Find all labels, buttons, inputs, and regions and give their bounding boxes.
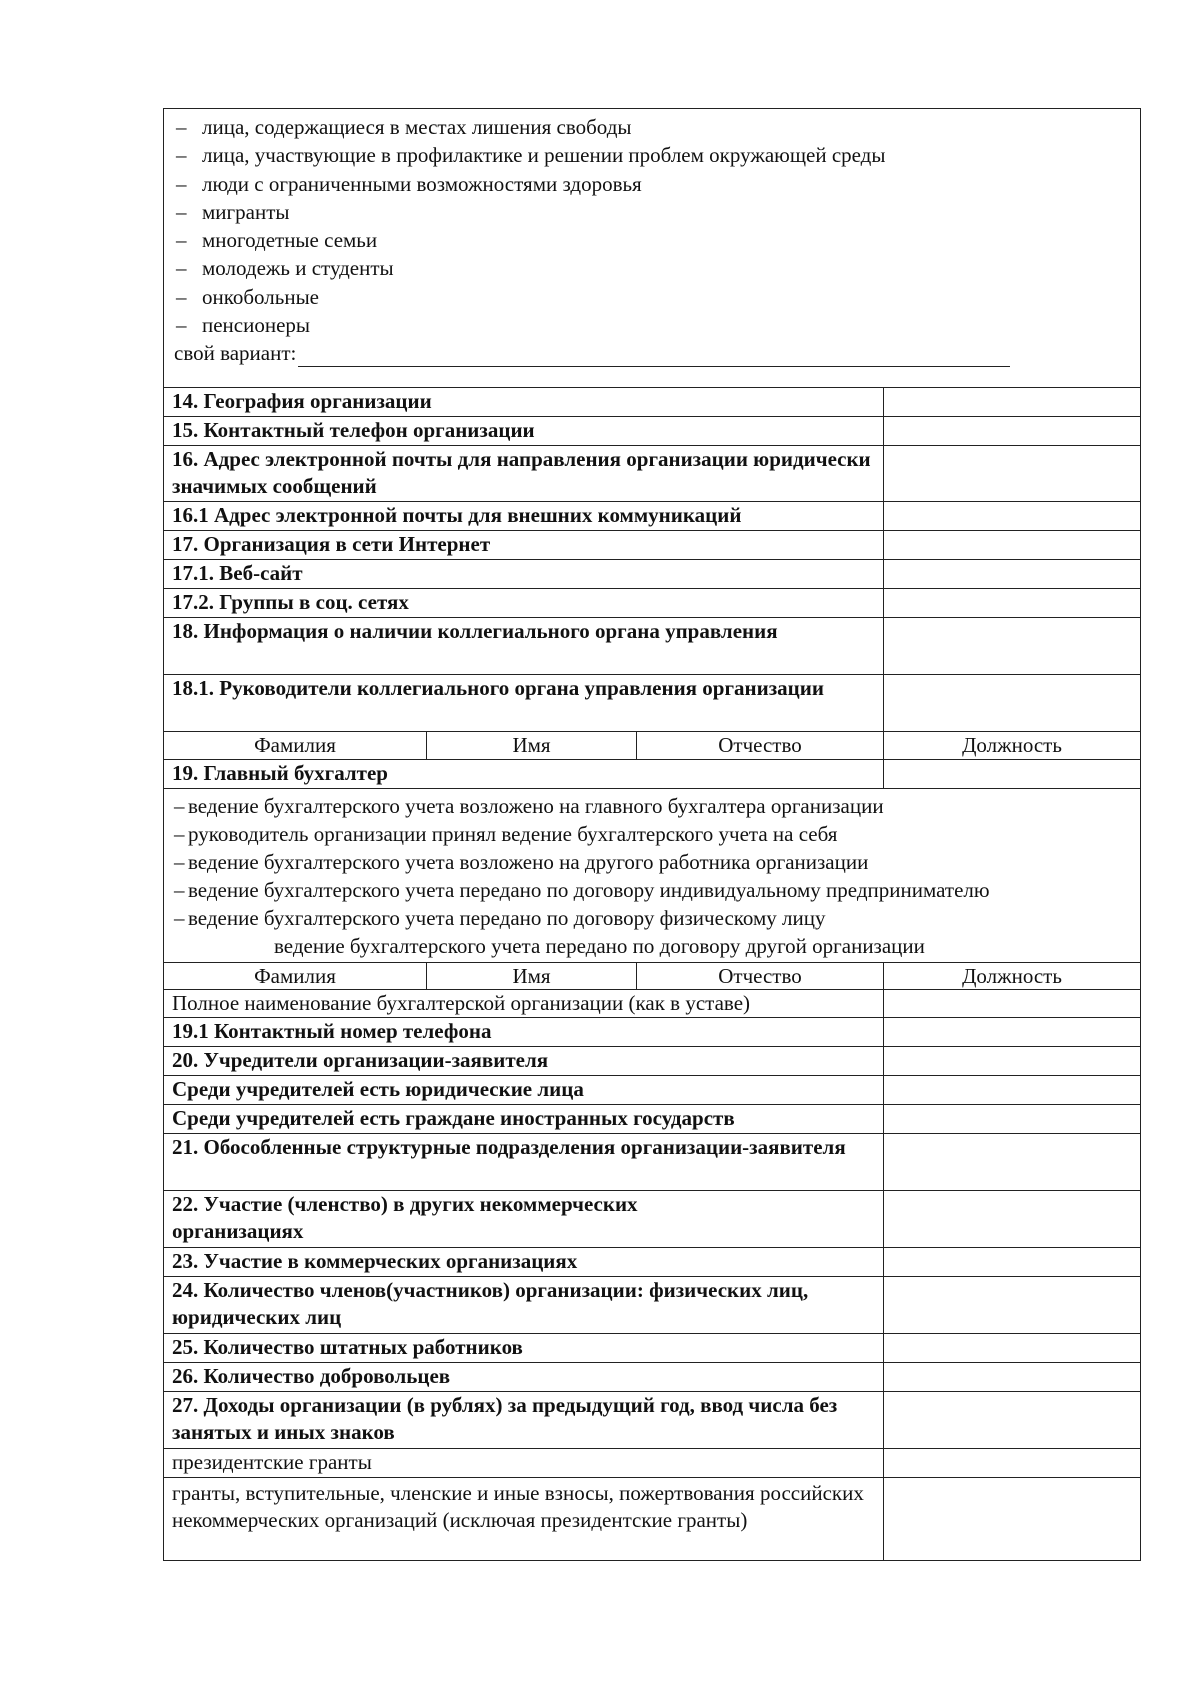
table-row bbox=[164, 760, 1140, 789]
row-label: 19.1 Контактный номер телефона bbox=[164, 1018, 884, 1046]
list-item-text: ведение бухгалтерского учета передано по договору физическому лицу bbox=[188, 906, 826, 931]
row-label: 22. Участие (членство) в других некоммерческих организациях bbox=[164, 1191, 884, 1247]
table-row bbox=[164, 1018, 1140, 1047]
list-item[interactable] bbox=[174, 820, 1134, 848]
dash-marker: – bbox=[174, 822, 185, 847]
row-value-cell[interactable] bbox=[884, 1134, 1140, 1190]
dash-marker: – bbox=[176, 199, 187, 224]
list-item bbox=[174, 311, 1132, 339]
table-row bbox=[164, 1363, 1140, 1392]
list-item-text: онкобольные bbox=[202, 284, 320, 309]
table-row bbox=[164, 1191, 1140, 1248]
list-item bbox=[174, 141, 1132, 169]
row-value-cell[interactable] bbox=[884, 1334, 1140, 1362]
list-item-text: ведение бухгалтерского учета передано по договору другой организации bbox=[274, 934, 925, 959]
table-row bbox=[164, 560, 1140, 589]
table-row bbox=[164, 1277, 1140, 1334]
list-item-text: руководитель организации принял ведение бухгалтерского учета на себя bbox=[188, 822, 838, 847]
list-item-text: ведение бухгалтерского учета передано по договору индивидуальному предпринимателю bbox=[188, 878, 990, 903]
list-item[interactable] bbox=[174, 876, 1134, 904]
board-person-header bbox=[164, 732, 1140, 760]
table-row bbox=[164, 446, 1140, 502]
dash-marker: – bbox=[176, 256, 187, 281]
row-label: 16. Адрес электронной почты для направления организации юридически значимых сообщений bbox=[164, 446, 884, 501]
list-item-text: молодежь и студенты bbox=[202, 256, 394, 281]
row-value-cell[interactable] bbox=[884, 1191, 1140, 1247]
spacer bbox=[174, 367, 1132, 381]
patronymic-column: Отчество bbox=[637, 963, 884, 989]
list-item bbox=[174, 226, 1132, 254]
row-label: гранты, вступительные, членские и иные взносы, пожертвования российских некоммерческих организаций (исключая президентские гранты) bbox=[164, 1478, 884, 1560]
list-item-text: пенсионеры bbox=[202, 313, 311, 338]
surname-column: Фамилия bbox=[164, 732, 427, 759]
name-column: Имя bbox=[427, 963, 637, 989]
row-label: 18.1. Руководители коллегиального органа управления организации bbox=[164, 675, 884, 731]
row-label: президентские гранты bbox=[164, 1449, 884, 1477]
list-item bbox=[174, 254, 1132, 282]
dash-marker: – bbox=[176, 313, 187, 338]
table-row bbox=[164, 388, 1140, 417]
row-value-cell[interactable] bbox=[884, 760, 1140, 788]
table-row bbox=[164, 531, 1140, 560]
list-item-text: ведение бухгалтерского учета возложено на другого работника организации bbox=[188, 850, 869, 875]
list-item[interactable] bbox=[174, 904, 1134, 932]
dash-marker: – bbox=[174, 906, 185, 931]
table-row bbox=[164, 675, 1140, 732]
row-value-cell[interactable] bbox=[884, 1047, 1140, 1075]
row-label: Среди учредителей есть граждане иностранных государств bbox=[164, 1105, 884, 1133]
table-row bbox=[164, 1449, 1140, 1478]
row-label: Полное наименование бухгалтерской организации (как в уставе) bbox=[164, 990, 884, 1017]
dash-marker: – bbox=[176, 284, 187, 309]
row-label: 15. Контактный телефон организации bbox=[164, 417, 884, 445]
row-label: 16.1 Адрес электронной почты для внешних коммуникаций bbox=[164, 502, 884, 530]
row-label: 17. Организация в сети Интернет bbox=[164, 531, 884, 559]
list-item[interactable] bbox=[174, 932, 1134, 960]
row-value-cell[interactable] bbox=[884, 560, 1140, 588]
list-item[interactable] bbox=[174, 792, 1134, 820]
own-variant-line bbox=[174, 339, 1132, 367]
own-variant-label: свой вариант: bbox=[174, 341, 297, 366]
own-variant-field[interactable] bbox=[298, 344, 1010, 367]
table-row bbox=[164, 1134, 1140, 1191]
list-item-text: лица, участвующие в профилактике и решении проблем окружающей среды bbox=[202, 143, 886, 168]
name-column: Имя bbox=[427, 732, 637, 759]
row-label: 21. Обособленные структурные подразделения организации-заявителя bbox=[164, 1134, 884, 1190]
position-column: Должность bbox=[962, 733, 1062, 758]
row-value-cell[interactable] bbox=[884, 1392, 1140, 1448]
list-item-text: мигранты bbox=[202, 199, 290, 224]
surname-column: Фамилия bbox=[164, 963, 427, 989]
patronymic-column: Отчество bbox=[637, 732, 884, 759]
row-value-cell[interactable] bbox=[884, 675, 1140, 731]
row-value-cell[interactable] bbox=[884, 618, 1140, 674]
row-value-cell[interactable] bbox=[884, 1105, 1140, 1133]
table-row bbox=[164, 1248, 1140, 1277]
target-groups-list bbox=[164, 109, 1140, 388]
row-value-cell[interactable] bbox=[884, 589, 1140, 617]
list-item bbox=[174, 283, 1132, 311]
dash-marker: – bbox=[174, 878, 185, 903]
row-label: 18. Информация о наличии коллегиального органа управления bbox=[164, 618, 884, 674]
row-value-cell[interactable] bbox=[884, 388, 1140, 416]
accountant-options bbox=[164, 789, 1140, 963]
table-row bbox=[164, 1334, 1140, 1363]
row-value-cell[interactable] bbox=[884, 446, 1140, 501]
dash-marker: – bbox=[176, 171, 187, 196]
row-label: 17.1. Веб-сайт bbox=[164, 560, 884, 588]
row-label: 23. Участие в коммерческих организациях bbox=[164, 1248, 884, 1276]
accountant-person-header bbox=[164, 963, 1140, 990]
table-row bbox=[164, 1478, 1140, 1560]
row-value-cell[interactable] bbox=[884, 531, 1140, 559]
list-item-text: люди с ограниченными возможностями здоровья bbox=[202, 171, 642, 196]
table-row bbox=[164, 1076, 1140, 1105]
table-row bbox=[164, 1047, 1140, 1076]
table-row bbox=[164, 417, 1140, 446]
table-row bbox=[164, 1105, 1140, 1134]
dash-marker: – bbox=[176, 115, 187, 139]
row-label: Среди учредителей есть юридические лица bbox=[164, 1076, 884, 1104]
list-item-text: многодетные семьи bbox=[202, 228, 378, 253]
row-label: 27. Доходы организации (в рублях) за предыдущий год, ввод числа без занятых и иных знаков bbox=[164, 1392, 884, 1448]
row-value-cell[interactable] bbox=[884, 502, 1140, 530]
table-row bbox=[164, 589, 1140, 618]
row-value-cell[interactable] bbox=[884, 417, 1140, 445]
position-column: Должность bbox=[962, 964, 1062, 989]
dash-marker: – bbox=[176, 143, 187, 168]
row-label: 25. Количество штатных работников bbox=[164, 1334, 884, 1362]
row-value-cell[interactable] bbox=[884, 1449, 1140, 1477]
dash-marker: – bbox=[176, 228, 187, 253]
dash-marker: – bbox=[174, 850, 185, 875]
list-item-text: ведение бухгалтерского учета возложено на главного бухгалтера организации bbox=[188, 794, 884, 819]
table-row bbox=[164, 618, 1140, 675]
row-value-cell[interactable] bbox=[884, 1363, 1140, 1391]
row-value-cell[interactable] bbox=[884, 1277, 1140, 1333]
list-item bbox=[174, 198, 1132, 226]
table-row bbox=[164, 1392, 1140, 1449]
row-label: 14. География организации bbox=[164, 388, 884, 416]
list-item bbox=[174, 113, 1132, 141]
row-value-cell[interactable] bbox=[884, 1076, 1140, 1104]
row-label: 24. Количество членов(участников) организации: физических лиц, юридических лиц bbox=[164, 1277, 884, 1333]
row-label: 19. Главный бухгалтер bbox=[164, 760, 884, 788]
row-value-cell[interactable] bbox=[884, 1018, 1140, 1046]
row-label: 20. Учредители организации-заявителя bbox=[164, 1047, 884, 1075]
list-item[interactable] bbox=[174, 848, 1134, 876]
dash-marker: – bbox=[174, 794, 185, 819]
row-value-cell[interactable] bbox=[884, 1248, 1140, 1276]
row-value-cell[interactable] bbox=[884, 1478, 1140, 1560]
table-row bbox=[164, 990, 1140, 1018]
row-value-cell[interactable] bbox=[884, 990, 1140, 1017]
list-item-text: лица, содержащиеся в местах лишения свободы bbox=[202, 115, 632, 139]
list-item bbox=[174, 170, 1132, 198]
row-label: 26. Количество добровольцев bbox=[164, 1363, 884, 1391]
row-label: 17.2. Группы в соц. сетях bbox=[164, 589, 884, 617]
table-row bbox=[164, 502, 1140, 531]
application-form bbox=[163, 108, 1141, 1561]
